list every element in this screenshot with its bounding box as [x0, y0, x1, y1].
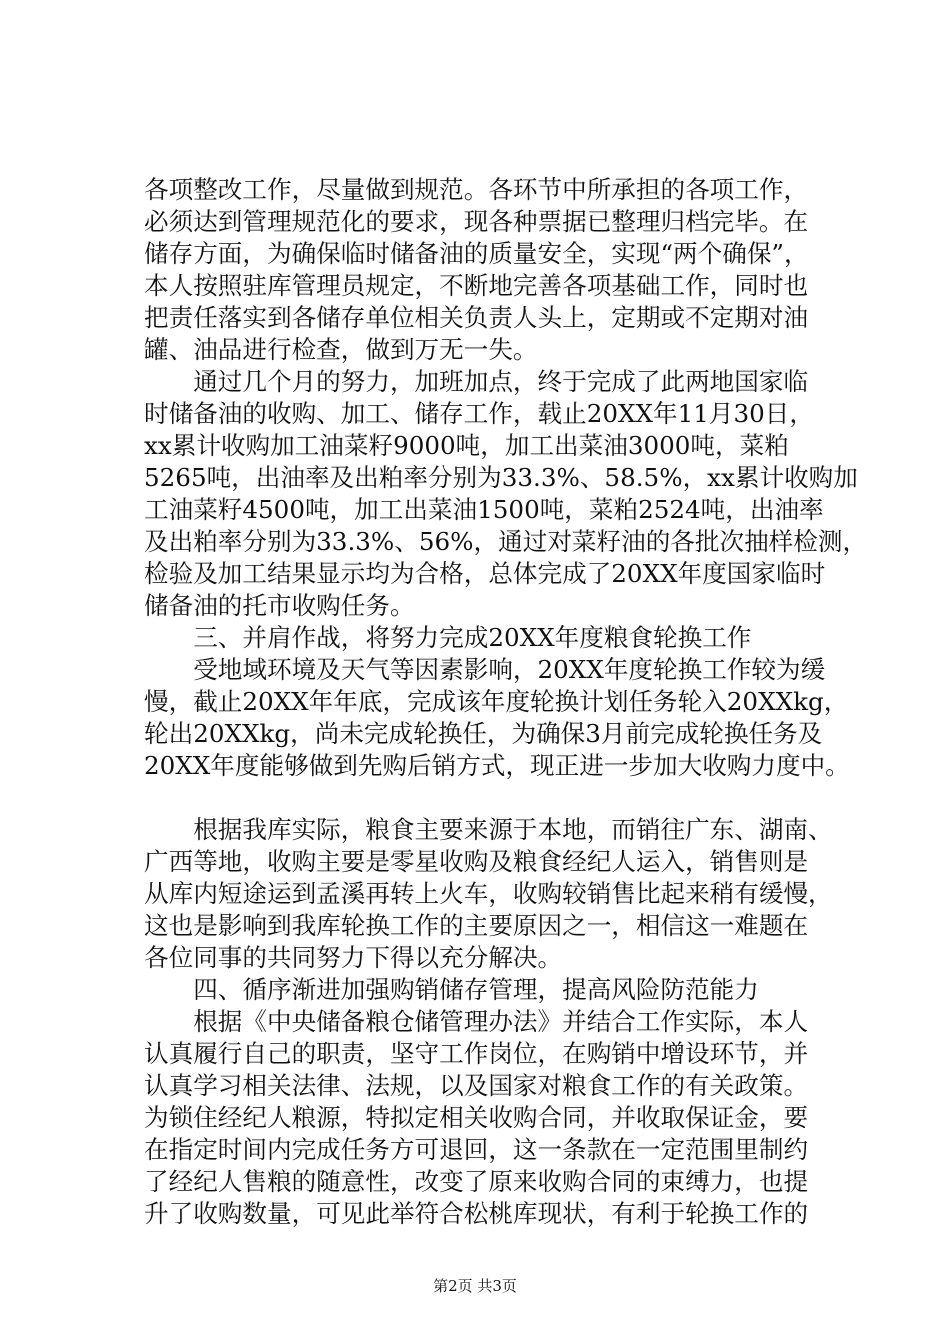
paragraph-management: [144, 1006, 820, 1230]
paragraph-rotation: [144, 654, 850, 782]
section-heading-3: [144, 622, 820, 654]
page-number-label: 第2页 共3页: [433, 1277, 517, 1295]
text-line: 罐、油品进行检查，做到万无一失。: [144, 335, 538, 364]
document-body: [144, 174, 868, 1230]
text-line: 慢，截止20XX年年底，完成该年度轮换计划任务轮入20XXkg，: [144, 687, 849, 716]
text-line: 升了收购数量，可见此举符合松桃库现状，有利于轮换工作的: [144, 1199, 809, 1228]
text-line: 及出粕率分别为33.3%、56%，通过对菜籽油的各批次抽样检测，: [144, 527, 868, 556]
text-line: 根据我库实际，粮食主要来源于本地，而销往广东、湖南、: [144, 815, 833, 844]
text-line: 从库内短途运到孟溪再转上火车，收购较销售比起来稍有缓慢，: [144, 879, 833, 908]
text-line: xx累计收购加工油菜籽9000吨，加工出菜油3000吨，菜粕: [144, 431, 789, 460]
text-line: 时储备油的收购、加工、储存工作，载止20XX年11月30日，: [144, 399, 814, 428]
paragraph-rectification: [144, 174, 820, 366]
section-heading-text: 三、并肩作战，将努力完成20XX年度粮食轮换工作: [144, 623, 752, 652]
text-line: 认真学习相关法律、法规，以及国家对粮食工作的有关政策。: [144, 1071, 809, 1100]
text-line: 检验及加工结果显示均为合格，总体完成了20XX年度国家临时: [144, 559, 826, 588]
text-line: 认真履行自己的职责，坚守工作岗位，在购销中增设环节，并: [144, 1039, 809, 1068]
text-line: 根据《中央储备粮仓储管理办法》并结合工作实际，本人: [144, 1007, 809, 1036]
text-line: 各项整改工作，尽量做到规范。各环节中所承担的各项工作，: [144, 175, 809, 204]
text-line: 各位同事的共同努力下得以充分解决。: [144, 943, 563, 972]
text-line: 本人按照驻库管理员规定，不断地完善各项基础工作，同时也: [144, 271, 809, 300]
section-heading-text: 四、循序渐进加强购销储存管理，提高风险防范能力: [144, 975, 759, 1004]
text-line: 这也是影响到我库轮换工作的主要原因之一，相信这一难题在: [144, 911, 809, 940]
text-line: 通过几个月的努力，加班加点，终于完成了此两地国家临: [144, 367, 809, 396]
paragraph-grain-source: [144, 814, 833, 974]
text-line: 为锁住经纪人粮源，特拟定相关收购合同，并收取保证金，要: [144, 1103, 809, 1132]
text-line: 广西等地，收购主要是零星收购及粮食经纪人运入，销售则是: [144, 847, 809, 876]
paragraph-oil-purchase: [144, 366, 868, 622]
page-footer: [0, 1276, 950, 1296]
text-line: 20XX年度能够做到先购后销方式，现正进一步加大收购力度中。: [144, 751, 850, 780]
text-line: 把责任落实到各储存单位相关负责人头上，定期或不定期对油: [144, 303, 809, 332]
text-line: 轮出20XXkg，尚未完成轮换任，为确保3月前完成轮换任务及: [144, 719, 823, 748]
text-line: 在指定时间内完成任务方可退回，这一条款在一定范围里制约: [144, 1135, 809, 1164]
text-line: 必须达到管理规范化的要求，现各种票据已整理归档完毕。在: [144, 207, 809, 236]
text-line: 受地域环境及天气等因素影响，20XX年度轮换工作较为缓: [144, 655, 826, 684]
text-line: 5265吨，出油率及出粕率分别为33.3%、58.5%，xx累计收购加: [144, 463, 858, 492]
text-line: 了经纪人售粮的随意性，改变了原来收购合同的束缚力，也提: [144, 1167, 809, 1196]
text-line: 储存方面，为确保临时储备油的质量安全，实现“两个确保”，: [144, 239, 809, 268]
text-line: 工油菜籽4500吨，加工出菜油1500吨，菜粕2524吨，出油率: [144, 495, 824, 524]
text-line: 储备油的托市收购任务。: [144, 591, 415, 620]
section-heading-4: [144, 974, 820, 1006]
blank-line: [144, 782, 820, 814]
